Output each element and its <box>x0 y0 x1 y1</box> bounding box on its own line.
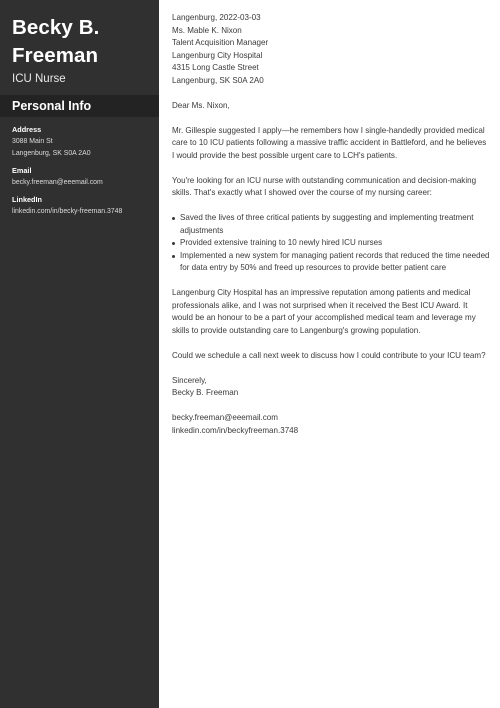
achievements-list <box>172 212 490 275</box>
name-line-2: Freeman <box>12 44 99 67</box>
achievement-item: Provided extensive training to 10 newly hired ICU nurses <box>172 237 490 250</box>
linkedin-label: LinkedIn <box>12 195 42 204</box>
footer-email[interactable]: becky.freeman@eeemail.com <box>172 413 278 422</box>
footer-contact <box>172 412 490 437</box>
address-line-1: 3088 Main St <box>12 138 53 145</box>
recipient-name: Ms. Mable K. Nixon <box>172 25 242 35</box>
address-label: Address <box>12 125 42 134</box>
job-title: ICU Nurse <box>12 73 66 85</box>
paragraph-company: Langenburg City Hospital has an impressive reputation among patients and medical professionals alike, and I was not surprised when it received the Best ICU Award. It would be an honour to be a part of your accomplished medical team and leverage my skills to provide outstanding care to Langenburg's growing population. <box>172 288 476 335</box>
footer-linkedin[interactable]: linkedin.com/in/beckyfreeman.3748 <box>172 425 299 435</box>
paragraph-call-to-action: Could we schedule a call next week to discuss how I could contribute to your ICU team? <box>172 350 486 360</box>
recipient-block <box>172 12 490 87</box>
address-value <box>12 136 91 159</box>
section-title-personal-info: Personal Info <box>12 99 92 113</box>
recipient-street: 4315 Long Castle Street <box>172 63 259 72</box>
address-line-2: Langenburg, SK S0A 2A0 <box>12 149 91 157</box>
letter-date: Langenburg, 2022-03-03 <box>172 13 261 22</box>
applicant-name <box>12 14 157 70</box>
signature-name: Becky B. Freeman <box>172 388 239 397</box>
achievement-item: Saved the lives of three critical patients by suggesting and implementing treatment adjustments <box>172 212 490 237</box>
sidebar <box>0 0 159 708</box>
paragraph-intro: Mr. Gillespie suggested I apply—he remembers how I single-handedly provided medical care to 10 ICU patients following a massive traffic accident in Battleford, and he believes I would provide the best possible urgent care to LCH's patients. <box>172 125 487 160</box>
recipient-company: Langenburg City Hospital <box>172 50 263 60</box>
closing: Sincerely, <box>172 375 207 385</box>
linkedin-value[interactable]: linkedin.com/in/becky-freeman.3748 <box>12 208 123 215</box>
salutation: Dear Ms. Nixon, <box>172 100 230 110</box>
email-value[interactable]: becky.freeman@eeemail.com <box>12 179 103 186</box>
email-label: Email <box>12 166 32 175</box>
recipient-city: Langenburg, SK S0A 2A0 <box>172 75 264 85</box>
paragraph-skills: You're looking for an ICU nurse with outstanding communication and decision-making skills. That's exactly what I showed over the course of my nursing career: <box>172 175 477 197</box>
recipient-title: Talent Acquisition Manager <box>172 38 269 47</box>
name-line-1: Becky B. <box>12 16 100 39</box>
letter-body <box>172 12 490 437</box>
achievement-item: Implemented a new system for managing patient records that reduced the time needed for data entry by 50% and freed up resources to provide better patient care <box>172 250 490 275</box>
signature-block <box>172 375 490 400</box>
